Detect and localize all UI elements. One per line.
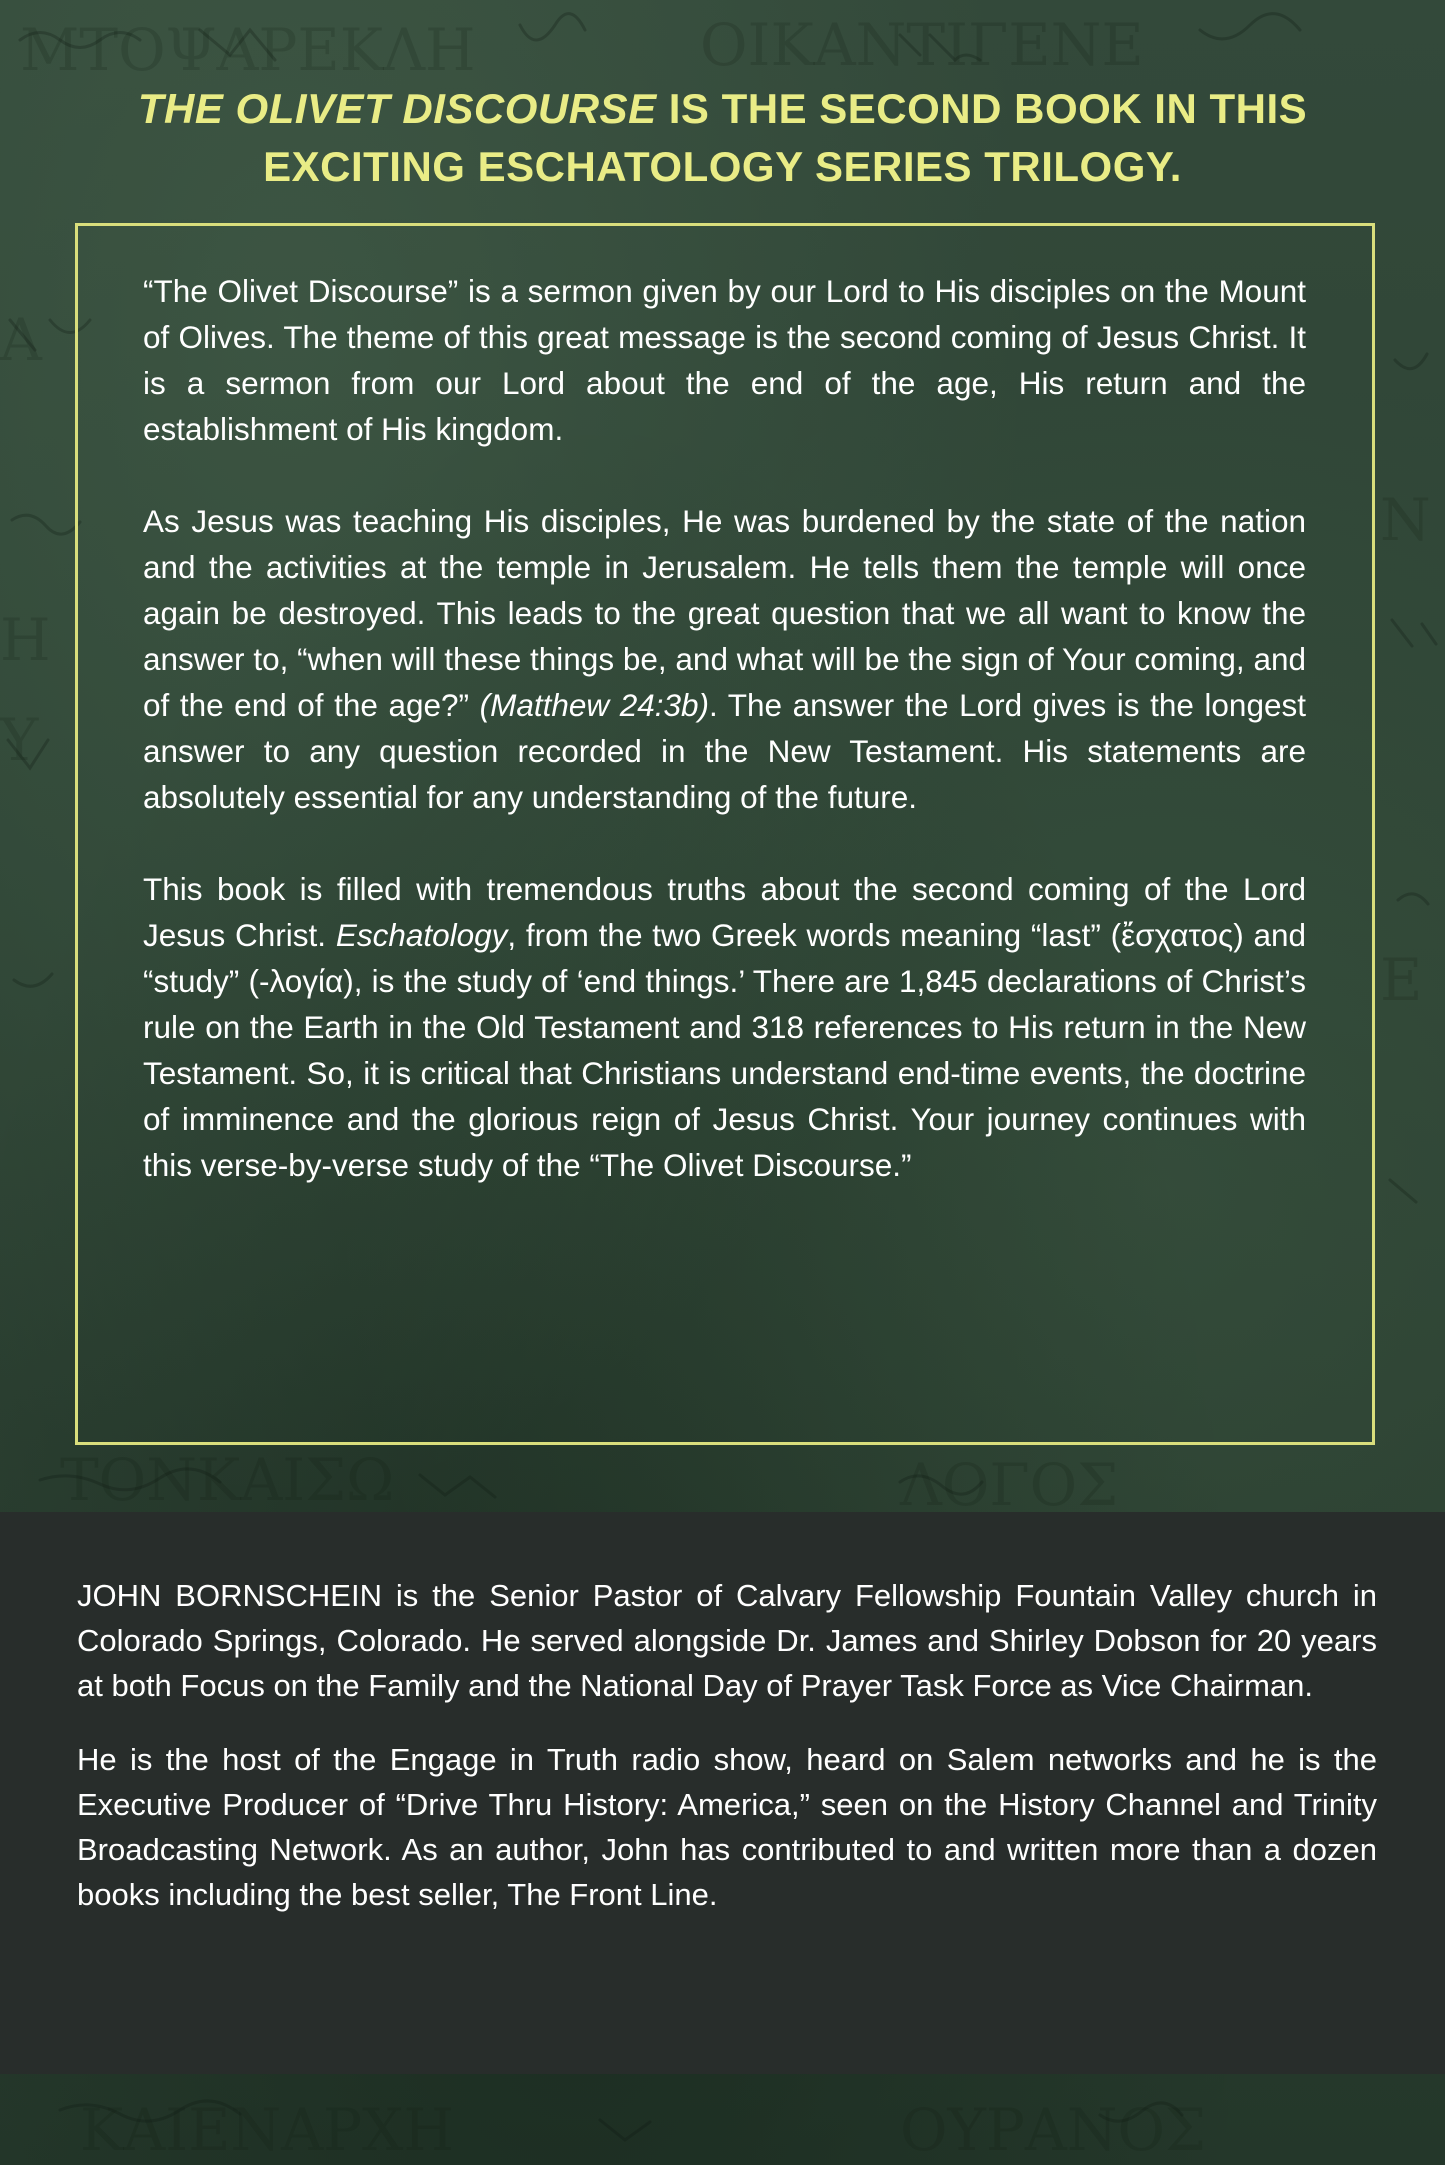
description-paragraph-3 [143, 866, 1306, 1188]
svg-text:Η: Η [0, 606, 51, 674]
headline-rest: IS THE SECOND BOOK IN THIS EXCITING ESCHATOLOGY SERIES TRILOGY. [263, 85, 1308, 190]
eschatology-term: Eschatology [335, 917, 508, 953]
book-title: THE OLIVET DISCOURSE [137, 85, 657, 132]
description-text [143, 268, 1306, 1188]
svg-text:Ν: Ν [1380, 486, 1431, 554]
svg-text:ΜΤΟΨΑΡΕΚΛΗ: ΜΤΟΨΑΡΕΚΛΗ [20, 16, 476, 84]
svg-text:ΤΟΝΚΑΙΣΩ: ΤΟΝΚΑΙΣΩ [60, 1446, 395, 1514]
svg-text:Υ: Υ [0, 706, 39, 774]
svg-text:Α: Α [0, 306, 42, 374]
svg-text:ΛΟΓΟΣ: ΛΟΓΟΣ [900, 1451, 1119, 1519]
author-bio [77, 1573, 1377, 1917]
paragraph-2-text-b: . The answer the Lord gives is the longest answer to any question recorded in the New Testament. His statements are absolutely essential for any understanding of the future. [143, 687, 1306, 815]
scripture-reference: (Matthew 24:3b) [479, 687, 710, 723]
description-paragraph-1: “The Olivet Discourse” is a sermon given by our Lord to His disciples on the Mount of Olives. The theme of this great message is the second coming of Jesus Christ. It is a sermon from our Lord about the end of the age, His return and the establishment of His kingdom. [143, 273, 1306, 447]
author-bio-paragraph-1: JOHN BORNSCHEIN is the Senior Pastor of Calvary Fellowship Fountain Valley church in Colorado Springs, Colorado. He served alongside Dr. James and Shirley Dobson for 20 years at both Focus on the Family and the National Day of Prayer Task Force as Vice Chairman. [77, 1578, 1377, 1703]
svg-text:ΚΑΙΕΝΑΡΧΗ: ΚΑΙΕΝΑΡΧΗ [80, 2096, 454, 2164]
paragraph-3-text-a: This book is filled with tremendous truths about the second coming of the Lord Jesus Christ. [143, 871, 1306, 953]
description-paragraph-2 [143, 498, 1306, 820]
author-bio-paragraph-2: He is the host of the Engage in Truth radio show, heard on Salem networks and he is the Executive Producer of “Drive Thru History: America,” seen on the History Channel and Trinity Broadcasting Network. As an author, John has contributed to and written more than a dozen books including the best seller, The Front Line. [77, 1742, 1377, 1912]
headline [60, 80, 1385, 196]
svg-text:Ε: Ε [1380, 946, 1423, 1014]
paragraph-3-text-b: , from the two Greek words meaning “last” (ἔσχατος) and “study” (-λογία), is the study of ‘end things.’ There are 1,845 declarations of Christ’s rule on the Earth in the Old Testament and 318 references to His return in the New Testament. So, it is critical that Christians understand end-time events, the doctrine of imminence and the glorious reign of Jesus Christ. Your journey continues with this verse-by-verse study of the “The Olivet Discourse.” [143, 917, 1306, 1183]
svg-text:ΟΙΚΑΝΤΙΓΕΝΕ: ΟΙΚΑΝΤΙΓΕΝΕ [700, 11, 1144, 79]
svg-text:ΟΥΡΑΝΟΣ: ΟΥΡΑΝΟΣ [900, 2096, 1207, 2164]
paragraph-2-text-a: As Jesus was teaching His disciples, He was burdened by the state of the nation and the activities at the temple in Jerusalem. He tells them the temple will once again be destroyed. This leads to the great question that we all want to know the answer to, “when will these things be, and what will be the sign of Your coming, and of the end of the age?” [143, 503, 1306, 723]
